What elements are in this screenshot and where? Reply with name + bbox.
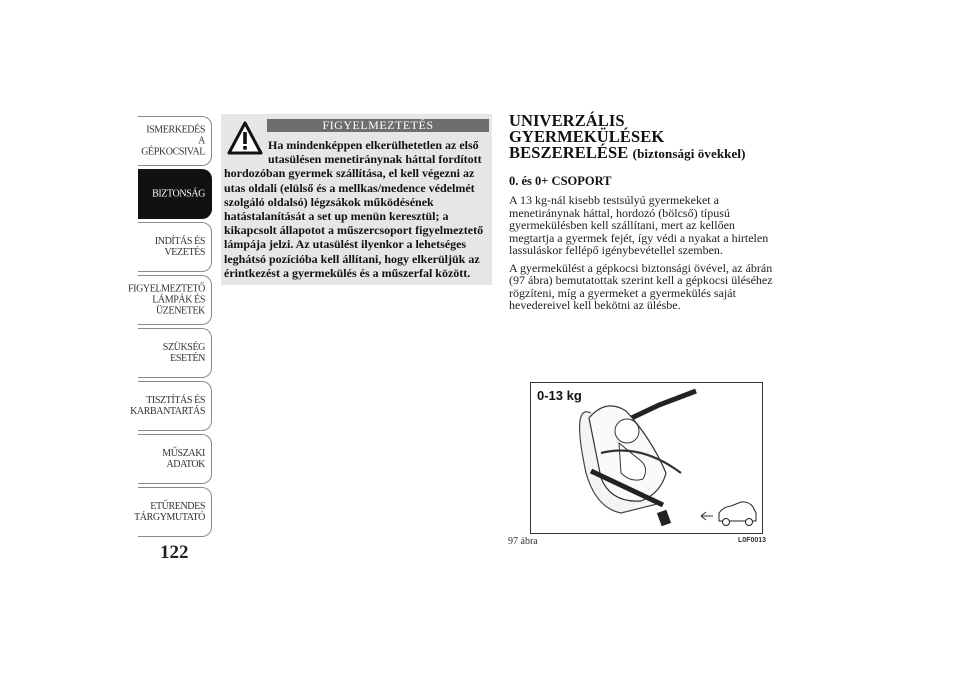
- section-content: [509, 113, 779, 312]
- tab-label: TISZTÍTÁS ÉS KARBANTARTÁS: [130, 395, 205, 417]
- warning-text-lead: Ha mindenképpen elkerülhetetlen az első utasülésen menetiránynak háttal fordított: [268, 138, 482, 167]
- warning-box: [221, 114, 492, 285]
- tab-figyelmezteto[interactable]: [127, 275, 212, 325]
- page-number: 122: [160, 542, 189, 563]
- tab-biztonsag[interactable]: [138, 169, 212, 219]
- tab-label: MŰSZAKI ADATOK: [162, 448, 205, 470]
- tab-ismerkedes[interactable]: [138, 116, 212, 166]
- section-title-main: UNIVERZÁLIS GYERMEKÜLÉSEK BESZERELÉSE: [509, 111, 665, 162]
- tab-targymutato[interactable]: [134, 487, 212, 537]
- figure-caption: 97 ábra: [508, 536, 538, 547]
- paragraph-1: A 13 kg-nál kisebb testsúlyú gyermekeket a menetiránynak háttal, hordozó (bölcső) típusú gyermekülésben kell szállítani, mert az kellően megtartja a gyermek fejét, így védi a nyakat a hirtelen lassuláskor fellépő igénybevétellel szemben.: [509, 193, 769, 257]
- tab-muszaki[interactable]: [138, 434, 212, 484]
- tab-inditas[interactable]: [138, 222, 212, 272]
- chapter-tabs: [127, 116, 212, 540]
- warning-text-body: hordozóban gyermek szállítása, el kell végezni az utas oldali (elülső és a mellkas/medence védelmét szolgáló oldalsó) légzsákok működésének hatástalanítását a set up menün keresztül; a kikapcsolt állapotot a műszercsoport figyelmeztető lámpája jelzi. Az utasülést ilyenkor a lehetséges leghátsó pozícióba kell állítani, hogy elkerüljük az érintkezést a gyermekülés és a műszerfal között.: [224, 166, 484, 280]
- warning-text: [224, 138, 489, 280]
- tab-label: INDÍTÁS ÉS VEZETÉS: [154, 236, 205, 258]
- tab-label: ISMERKEDÉS A GÉPKOCSIVAL: [141, 124, 205, 158]
- tab-label: ETŰRENDES TÁRGYMUTATÓ: [134, 501, 205, 523]
- figure-code: L0F0013: [738, 537, 767, 544]
- figure-child-seat: [530, 382, 763, 534]
- warning-title: FIGYELMEZTETÉS: [267, 119, 489, 132]
- tab-szukseg[interactable]: [138, 328, 212, 378]
- figure-weight-label: 0-13 kg: [537, 388, 582, 403]
- tab-tisztitas[interactable]: [130, 381, 212, 431]
- section-title-suffix: (biztonsági övekkel): [632, 146, 746, 161]
- group-heading: 0. és 0+ CSOPORT: [509, 174, 612, 188]
- tab-label: SZÜKSÉG ESETÉN: [162, 342, 205, 364]
- tab-label: BIZTONSÁG: [152, 188, 205, 200]
- paragraph-2: A gyermekülést a gépkocsi biztonsági övével, az ábrán (97 ábra) bemutatottak szerint kell a gépkocsi üléséhez rögzíteni, míg a gyermeket a gyermekülés saját hevedereivel kell bekötni az ülésbe.: [509, 260, 773, 312]
- section-title: [509, 113, 779, 162]
- child-seat-illustration: [531, 383, 762, 533]
- tab-label: FIGYELMEZTETŐ LÁMPÁK ÉS ÜZENETEK: [127, 283, 205, 317]
